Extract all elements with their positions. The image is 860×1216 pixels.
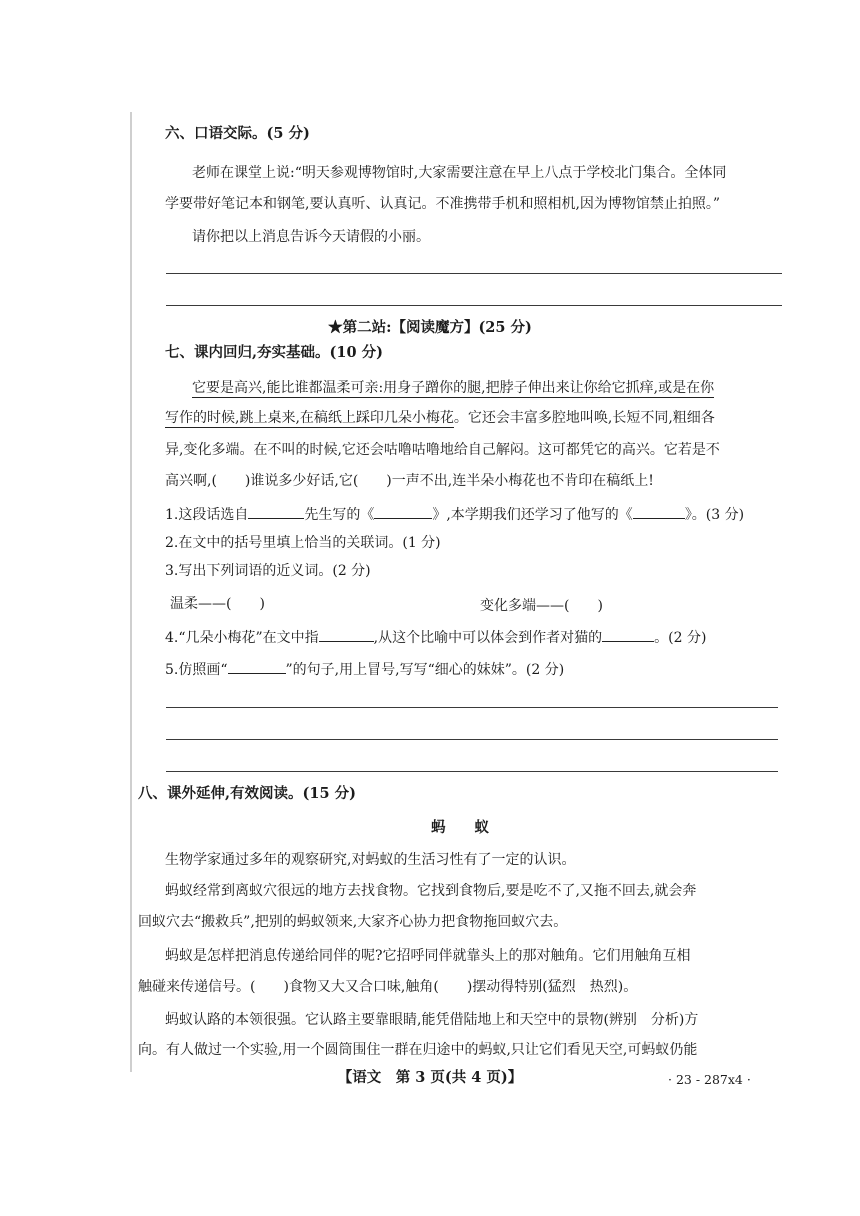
question-3: 3.写出下列词语的近义词。(2 分) (165, 563, 371, 579)
section-7-heading: 七、课内回归,夯实基础。(10 分) (165, 344, 383, 361)
section-7-passage-line-2 (165, 408, 715, 428)
passage-text: 。它还会丰富多腔地叫唤,长短不同,粗细各 (453, 410, 715, 426)
q1-text-b: 先生写的《 (304, 507, 375, 523)
section-8-paragraph-4-line-1: 蚂蚁认路的本领很强。它认路主要靠眼睛,能凭借陆地上和天空中的景物(辨别 分析)方 (165, 1012, 699, 1028)
answer-line[interactable] (166, 273, 782, 274)
question-3-word-1[interactable]: 温柔——( ) (170, 596, 265, 612)
section-6-paragraph-line-1: 老师在课堂上说:“明天参观博物馆时,大家需要注意在早上八点于学校北门集合。全体同 (192, 165, 727, 181)
section-8-paragraph-2-line-1: 蚂蚁经常到离蚁穴很远的地方去找食物。它找到食物后,要是吃不了,又拖不回去,就会奔 (165, 883, 697, 899)
q4-meaning-blank[interactable] (319, 627, 374, 642)
answer-line[interactable] (166, 739, 778, 740)
answer-line[interactable] (166, 707, 778, 708)
q1-title-blank[interactable] (374, 504, 432, 519)
q4-feeling-blank[interactable] (602, 627, 654, 642)
section-7-passage-line-1 (192, 378, 714, 398)
section-8-paragraph-1: 生物学家通过多年的观察研究,对蚂蚁的生活习性有了一定的认识。 (165, 852, 576, 868)
page-footer: 【语文 第 3 页(共 4 页)】 (337, 1069, 523, 1086)
section-6-heading: 六、口语交际。(5 分) (165, 125, 310, 142)
q5-text-a: 5.仿照画“ (165, 662, 228, 678)
question-2: 2.在文中的括号里填上恰当的关联词。(1 分) (165, 535, 441, 551)
question-5 (165, 659, 564, 680)
underlined-sentence-end: 写作的时候,跳上桌来,在稿纸上踩印几朵小梅花 (165, 410, 454, 426)
underlined-sentence: 它要是高兴,能比谁都温柔可亲:用身子蹭你的腿,把脖子伸出来让你给它抓痒,或是在你 (192, 380, 715, 396)
q1-text-a: 1.这段话选自 (165, 507, 249, 523)
answer-line[interactable] (166, 305, 782, 306)
section-8-paragraph-4-line-2: 向。有人做过一个实验,用一个圆筒围住一群在归途中的蚂蚁,只让它们看见天空,可蚂蚁仍能 (138, 1042, 698, 1058)
q4-text-c: 。(2 分) (654, 630, 707, 646)
q1-text-c: 》,本学期我们还学习了他写的《 (432, 507, 633, 523)
section-6-paragraph-line-2: 学要带好笔记本和钢笔,要认真听、认真记。不准携带手机和照相机,因为博物馆禁止拍照。” (165, 196, 721, 212)
question-1 (165, 504, 744, 525)
q1-text-d: 》。(3 分) (684, 507, 745, 523)
section-8-heading: 八、课外延伸,有效阅读。(15 分) (138, 785, 356, 802)
passage-title: 蚂 蚁 (431, 819, 489, 836)
q1-other-title-blank[interactable] (633, 504, 685, 519)
q5-text-b: ”的句子,用上冒号,写写“细心的妹妹”。(2 分) (285, 662, 565, 678)
answer-line[interactable] (166, 771, 778, 772)
binding-margin-line (130, 112, 132, 1072)
section-7-passage-line-3: 异,变化多端。在不叫的时候,它还会咕噜咕噜地给自己解闷。这可都凭它的高兴。它若是不 (165, 442, 720, 458)
q4-text-a: 4.“几朵小梅花”在文中指 (165, 630, 319, 646)
section-6-instruction: 请你把以上消息告诉今天请假的小丽。 (192, 229, 430, 245)
section-8-paragraph-3-line-2: 触碰来传递信号。( )食物又大又合口味,触角( )摆动得特别(猛烈 热烈)。 (138, 979, 638, 995)
section-7-passage-line-4: 高兴啊,( )谁说多少好话,它( )一声不出,连半朵小梅花也不肯印在稿纸上! (165, 473, 654, 489)
q4-text-b: ,从这个比喻中可以体会到作者对猫的 (373, 630, 603, 646)
section-8-paragraph-3-line-1: 蚂蚁是怎样把消息传递给同伴的呢?它招呼同伴就靠头上的那对触角。它们用触角互相 (165, 948, 691, 964)
q1-author-blank[interactable] (248, 504, 304, 519)
paper-code: · 23 - 287x4 · (668, 1072, 751, 1087)
section-8-paragraph-2-line-2: 回蚁穴去“搬救兵”,把别的蚂蚁领来,大家齐心协力把食物拖回蚁穴去。 (138, 914, 568, 930)
station-2-title: ★第二站:【阅读魔方】(25 分) (328, 319, 532, 336)
question-4 (165, 627, 706, 648)
q5-blank[interactable] (228, 659, 286, 674)
question-3-word-2[interactable]: 变化多端——( ) (480, 598, 603, 614)
